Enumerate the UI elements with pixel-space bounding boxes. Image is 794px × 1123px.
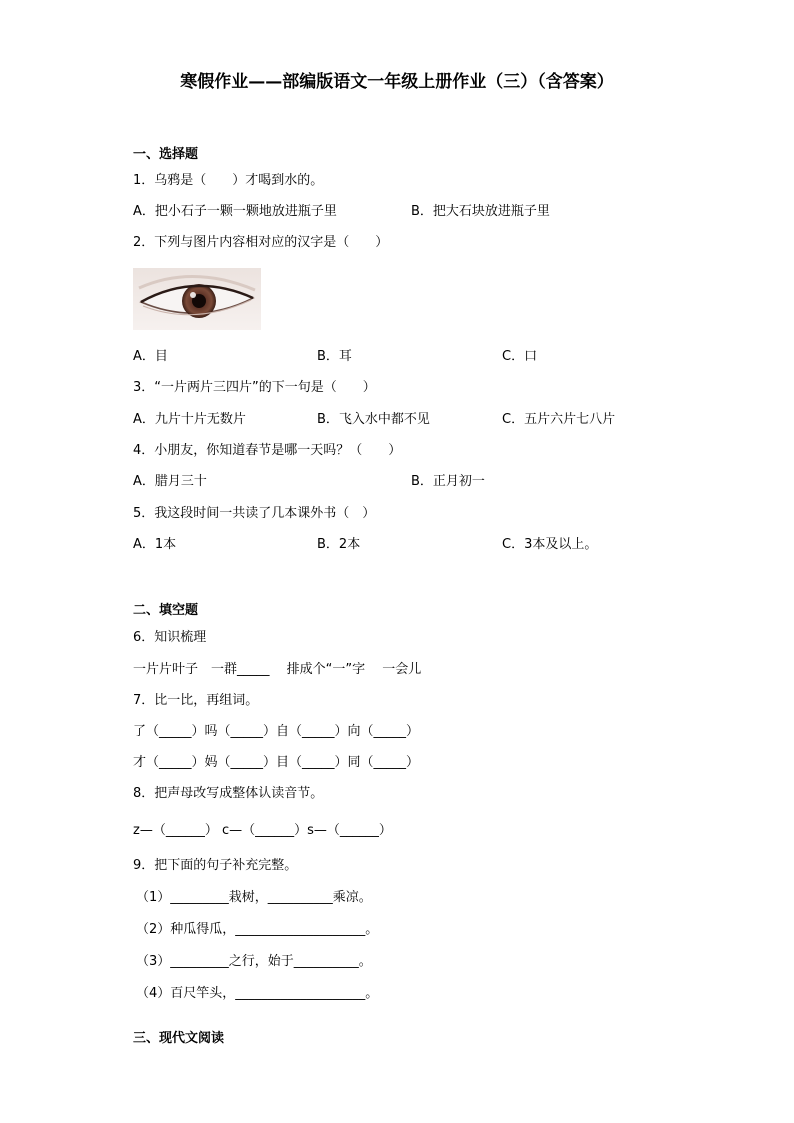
question-3-option-b: B．飞入水中都不见	[317, 412, 430, 427]
question-1-option-a: A．把小石子一颗一颗地放进瓶子里	[133, 204, 337, 219]
question-2-option-a: A．目	[133, 349, 168, 364]
question-9-line-3: （3）_________之行，始于__________。	[136, 954, 372, 969]
question-5-stem: 5．我这段时间一共读了几本课外书（ ）	[133, 506, 376, 521]
question-3-option-c: C．五片六片七八片	[502, 412, 616, 427]
question-2-option-b: B．耳	[317, 349, 352, 364]
question-6-line: 一片片叶子 一群_____ 排成个“一”字 一会儿	[133, 662, 422, 677]
eye-image	[133, 268, 261, 330]
question-8-stem: 8．把声母改写成整体认读音节。	[133, 786, 324, 801]
document-title: 寒假作业——部编版语文一年级上册作业（三）（含答案）	[180, 72, 614, 92]
question-5-option-b: B．2本	[317, 537, 361, 552]
question-7-row-2: 才（_____）妈（_____）目（_____）同（_____）	[133, 755, 420, 770]
question-2-option-c: C．口	[502, 349, 538, 364]
question-9-line-2: （2）种瓜得瓜，____________________。	[136, 922, 379, 937]
section-heading-fill-in: 二、填空题	[133, 603, 199, 618]
question-3-stem: 3．“一片两片三四片”的下一句是（ ）	[133, 380, 376, 395]
question-5-option-c: C．3本及以上。	[502, 537, 598, 552]
section-heading-reading: 三、现代文阅读	[133, 1031, 225, 1046]
question-6-stem: 6．知识梳理	[133, 630, 207, 645]
question-4-stem: 4．小朋友，你知道春节是哪一天吗？（ ）	[133, 443, 402, 458]
question-1-stem: 1．乌鸦是（ ）才喝到水的。	[133, 173, 324, 188]
question-5-option-a: A．1本	[133, 537, 177, 552]
question-2-stem: 2．下列与图片内容相对应的汉字是（ ）	[133, 235, 389, 250]
question-3-option-a: A．九片十片无数片	[133, 412, 246, 427]
question-7-row-1: 了（_____）吗（_____）自（_____）向（_____）	[133, 724, 420, 739]
question-9-stem: 9．把下面的句子补充完整。	[133, 858, 298, 873]
eye-illustration	[133, 268, 261, 330]
question-9-line-4: （4）百尺竿头，____________________。	[136, 986, 379, 1001]
question-1-option-b: B．把大石块放进瓶子里	[411, 204, 550, 219]
question-7-stem: 7．比一比，再组词。	[133, 693, 259, 708]
question-4-option-a: A．腊月三十	[133, 474, 207, 489]
question-8-line: z—（______） c—（______）s—（______）	[133, 823, 392, 838]
section-heading-choice: 一、选择题	[133, 147, 199, 162]
question-4-option-b: B．正月初一	[411, 474, 485, 489]
question-9-line-1: （1）_________栽树，__________乘凉。	[136, 890, 372, 905]
